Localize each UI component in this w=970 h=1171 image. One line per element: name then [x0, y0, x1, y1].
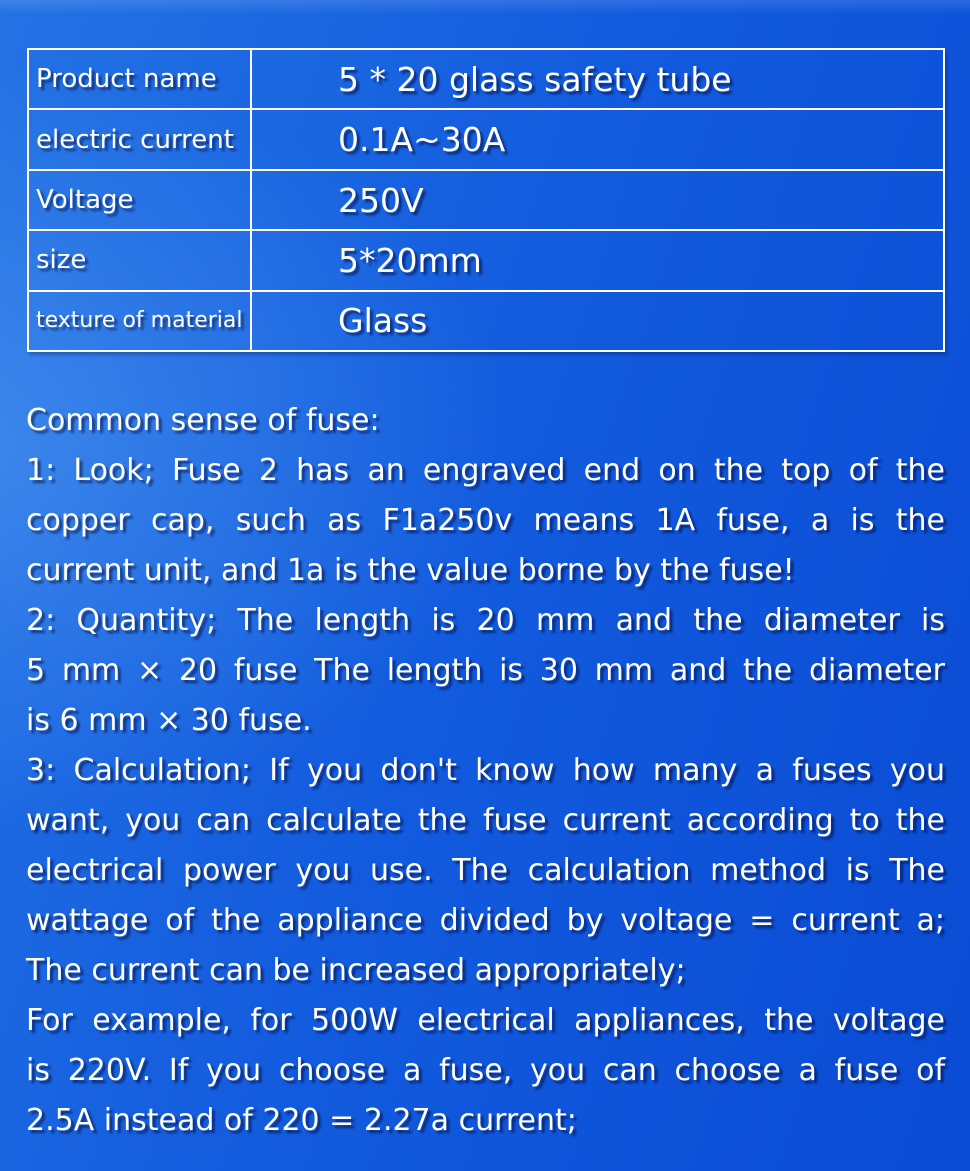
description-text [26, 396, 945, 1146]
text-line: 3: Calculation; If you don't know how many a fuses you [26, 753, 945, 788]
spec-label-voltage: Voltage [29, 171, 252, 229]
table-row [29, 229, 943, 289]
spec-table [27, 48, 945, 352]
spec-value-size: 5*20mm [338, 240, 482, 280]
text-line: is 220V. If you choose a fuse, you can choose a fuse of [26, 1053, 945, 1088]
table-row [29, 290, 943, 350]
table-row [29, 50, 943, 108]
text-line: is 6 mm × 30 fuse. [26, 703, 312, 738]
text-line: 2.5A instead of 220 = 2.27a current; [26, 1103, 577, 1138]
text-line: copper cap, such as F1a250v means 1A fuse, a is the [26, 503, 945, 538]
text-line: wattage of the appliance divided by voltage = current a; [26, 903, 945, 938]
text-line: want, you can calculate the fuse current according to the [26, 803, 945, 838]
spec-value-voltage: 250V [338, 180, 424, 220]
text-line: 2: Quantity; The length is 20 mm and the diameter is [26, 603, 945, 638]
table-row [29, 108, 943, 168]
spec-value-product-name: 5 * 20 glass safety tube [338, 59, 732, 99]
description-heading: Common sense of fuse: [26, 403, 380, 438]
text-line: For example, for 500W electrical appliances, the voltage [26, 1003, 945, 1038]
text-line: current unit, and 1a is the value borne by the fuse! [26, 553, 795, 588]
text-line: 5 mm × 20 fuse The length is 30 mm and the diameter [26, 653, 945, 688]
spec-label-size: size [29, 231, 252, 289]
spec-label-electric-current: electric current [29, 110, 252, 168]
spec-label-product-name: Product name [29, 50, 252, 108]
table-row [29, 169, 943, 229]
spec-label-material: texture of material [29, 292, 252, 350]
text-line: The current can be increased appropriately; [26, 953, 686, 988]
spec-value-material: Glass [338, 301, 428, 341]
text-line: 1: Look; Fuse 2 has an engraved end on the top of the [26, 453, 945, 488]
spec-value-electric-current: 0.1A~30A [338, 120, 506, 160]
text-line: electrical power you use. The calculation method is The [26, 853, 945, 888]
